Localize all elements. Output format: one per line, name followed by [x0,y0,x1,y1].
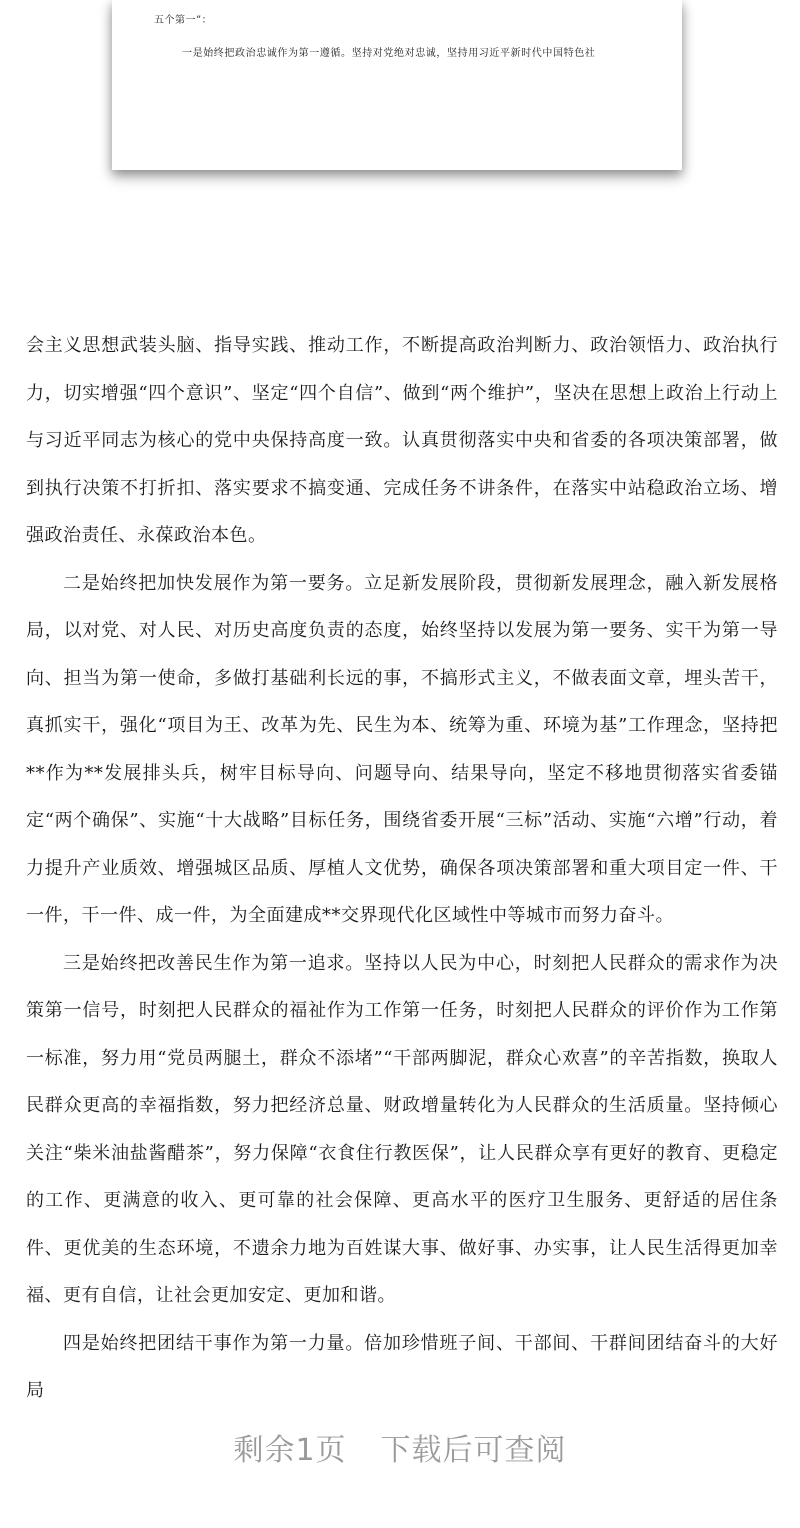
paragraph-second: 二是始终把加快发展作为第一要务。立足新发展阶段，贯彻新发展理念，融入新发展格局，以对党、对人民、对历史高度负责的态度，始终坚持以发展为第一要务、实干为第一导向、担当为第一使命，多做打基础利长远的事，不搞形式主义，不做表面文章，埋头苦干，真抓实干，强化“项目为王、改革为先、民生为本、统筹为重、环境为基”工作理念，坚持把**作为**发展排头兵，树牢目标导向、问题导向、结果导向，坚定不移地贯彻落实省委锚定“两个确保”、实施“十大战略”目标任务，围绕省委开展“三标”活动、实施“六增”行动，着力提升产业质效、增强城区品质、厚植人文优势，确保各项决策部署和重大项目定一件、干一件，干一件、成一件，为全面建成**交界现代化区域性中等城市而努力奋斗。 [26,572,778,926]
paragraph-third: 三是始终把改善民生作为第一追求。坚持以人民为中心，时刻把人民群众的需求作为决策第一信号，时刻把人民群众的福祉作为工作第一任务，时刻把人民群众的评价作为工作第一标准，努力用“党员两腿土，群众不添堵”“干部两脚泥，群众心欢喜”的辛苦指数，换取人民群众更高的幸福指数，努力把经济总量、财政增量转化为人民群众的生活质量。坚持倾心关注“柴米油盐酱醋茶”，努力保障“衣食住行教医保”，让人民群众享有更好的教育、更稳定的工作、更满意的收入、更可靠的社会保障、更高水平的医疗卫生服务、更舒适的居住条件、更优美的生态环境，不遗余力地为百姓谋大事、做好事、办实事，让人民生活得更加幸福、更有自信，让社会更加安定、更加和谐。 [26,952,778,1306]
preview-line-2: 一是始终把政治忠诚作为第一遵循。坚持对党绝对忠诚，坚持用习近平新时代中国特色社 [182,48,596,59]
remaining-pages-label: 剩余1页 [233,1433,347,1468]
document-body [26,322,778,1415]
preview-line-1: 五个第一”： [154,15,213,26]
download-to-view-label[interactable]: 下载后可查阅 [380,1433,567,1468]
download-prompt[interactable] [0,1425,800,1475]
paragraph-fourth: 四是始终把团结干事作为第一力量。倍加珍惜班子间、干部间、干群间团结奋斗的大好局 [26,1332,778,1401]
paragraph-continuation: 会主义思想武装头脑、指导实践、推动工作，不断提高政治判断力、政治领悟力、政治执行力，切实增强“四个意识”、坚定“四个自信”、做到“两个维护”，坚决在思想上政治上行动上与习近平同志为核心的党中央保持高度一致。认真贯彻落实中央和省委的各项决策部署，做到执行决策不打折扣、落实要求不搞变通、完成任务不讲条件，在落实中站稳政治立场、增强政治责任、永葆政治本色。 [26,335,778,546]
document-preview-card [112,0,682,170]
